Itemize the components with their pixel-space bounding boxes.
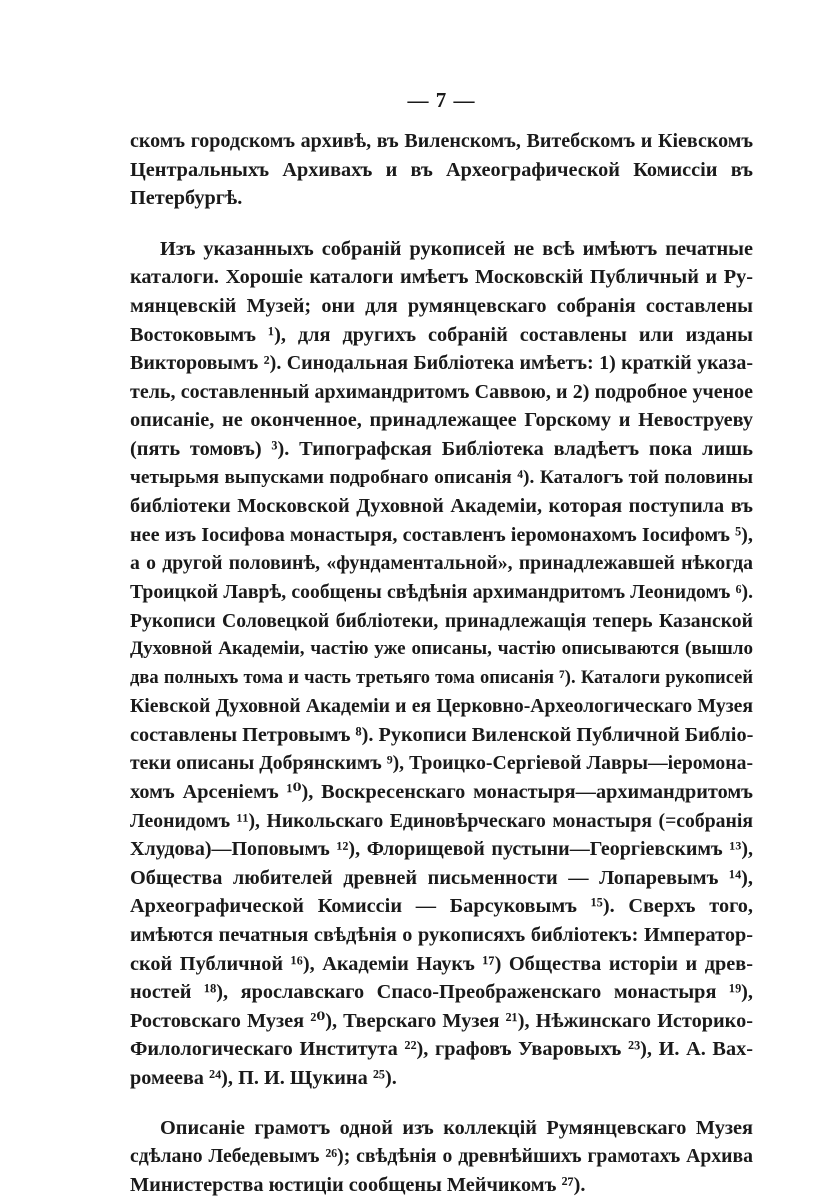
- text-line: Троицкой Лаврѣ, сообщены свѣдѣнія архимандритомъ Леонидомъ ⁶).: [130, 580, 753, 603]
- text-line: имѣются печатныя свѣдѣнія о рукописяхъ библіотекъ: Император-: [130, 924, 753, 947]
- text-line: ностей ¹⁸), ярославскаго Спасо-Преображенскаго монастыря ¹⁹),: [130, 981, 753, 1004]
- text-line: (пять томовъ) ³). Типографская Библіотека владѣетъ пока лишь: [130, 437, 753, 460]
- paragraph-charters: [130, 1114, 753, 1199]
- text-line: Ростовскаго Музея ²⁰), Тверскаго Музея ²¹), Нѣжинскаго Историко-: [130, 1009, 753, 1032]
- text-line: Изъ указанныхъ собраній рукописей не всѣ имѣютъ печатные: [160, 237, 753, 260]
- text-line: хомъ Арсеніемъ ¹⁰), Воскресенскаго монастыря—архимандритомъ: [130, 781, 753, 804]
- text-line: ской Публичной ¹⁶), Академіи Наукъ ¹⁷) Общества исторіи и древ-: [130, 952, 753, 975]
- text-line: Востоковымъ ¹), для другихъ собраній составлены или изданы: [130, 323, 753, 346]
- text-line: мянцевскій Музей; они для румянцевскаго собранія составлены: [130, 294, 753, 317]
- text-line: составлены Петровымъ ⁸). Рукописи Виленской Публичной Библіо-: [130, 723, 754, 746]
- text-line: Кіевской Духовной Академіи и ея Церковно-Археологическаго Музея: [130, 695, 753, 718]
- text-line: Рукописи Соловецкой библіотеки, принадлежащія теперь Казанской: [130, 609, 753, 632]
- text-line: сдѣлано Лебедевымъ ²⁶); свѣдѣнія о древнѣйшихъ грамотахъ Архива: [130, 1145, 753, 1168]
- text-line: Центральныхъ Архивахъ и въ Археографической Комиссіи въ: [130, 158, 753, 181]
- text-line: Духовной Академіи, частію уже описаны, частію описываются (вышло: [130, 638, 753, 660]
- text-line: Леонидомъ ¹¹), Никольскаго Единовѣрческаго монастыря (=собранія: [130, 809, 753, 832]
- text-line: Филологическаго Института ²²), графовъ Уваровыхъ ²³), И. А. Вах-: [130, 1038, 753, 1061]
- book-page: [130, 88, 753, 1199]
- text-line: четырьмя выпусками подробнаго описанія ⁴). Каталогъ той половины: [130, 466, 753, 488]
- text-line: описаніе, не оконченное, принадлежащее Горскому и Невоструеву: [130, 409, 753, 432]
- text-line: тель, составленный архимандритомъ Саввою, и 2) подробное ученое: [130, 380, 753, 403]
- text-line: библіотеки Московской Духовной Академіи, которая поступила въ: [130, 495, 753, 518]
- page-number: — 7 —: [407, 88, 476, 112]
- text-line: Хлудова)—Поповымъ ¹²), Флорищевой пустыни—Георгіевскимъ ¹³),: [130, 838, 753, 861]
- text-line: два полныхъ тома и часть третьяго тома описанія ⁷). Каталоги рукописей: [130, 667, 753, 688]
- text-line: Археографической Комиссіи — Барсуковымъ ¹⁵). Сверхъ того,: [130, 895, 753, 918]
- text-line: ромеева ²⁴), П. И. Щукина ²⁵).: [130, 1067, 397, 1089]
- text-line: Описаніе грамотъ одной изъ коллекцій Румянцевскаго Музея: [160, 1116, 753, 1139]
- text-line: Викторовымъ ²). Синодальная Библіотека имѣетъ: 1) краткій указа-: [130, 352, 753, 375]
- paragraph-archives: [130, 127, 753, 213]
- text-line: каталоги. Хорошіе каталоги имѣетъ Московскій Публичный и Ру-: [130, 266, 753, 289]
- text-line: а о другой половинѣ, «фундаментальной», принадлежавшей нѣкогда: [130, 552, 753, 575]
- text-line: Петербургѣ.: [130, 187, 243, 210]
- text-line: теки описаны Добрянскимъ ⁹), Троицко-Сергіевой Лавры—іеромона-: [130, 752, 753, 775]
- text-line: Общества любителей древней письменности — Лопаревымъ ¹⁴),: [130, 866, 753, 889]
- text-line: нее изъ Іосифова монастыря, составленъ іеромонахомъ Іосифомъ ⁵),: [130, 523, 753, 546]
- paragraph-catalogues: [130, 235, 753, 1093]
- text-line: Министерства юстиціи сообщены Мейчикомъ ²⁷).: [130, 1173, 586, 1196]
- text-line: скомъ городскомъ архивѣ, въ Виленскомъ, Витебскомъ и Кіевскомъ: [130, 130, 753, 152]
